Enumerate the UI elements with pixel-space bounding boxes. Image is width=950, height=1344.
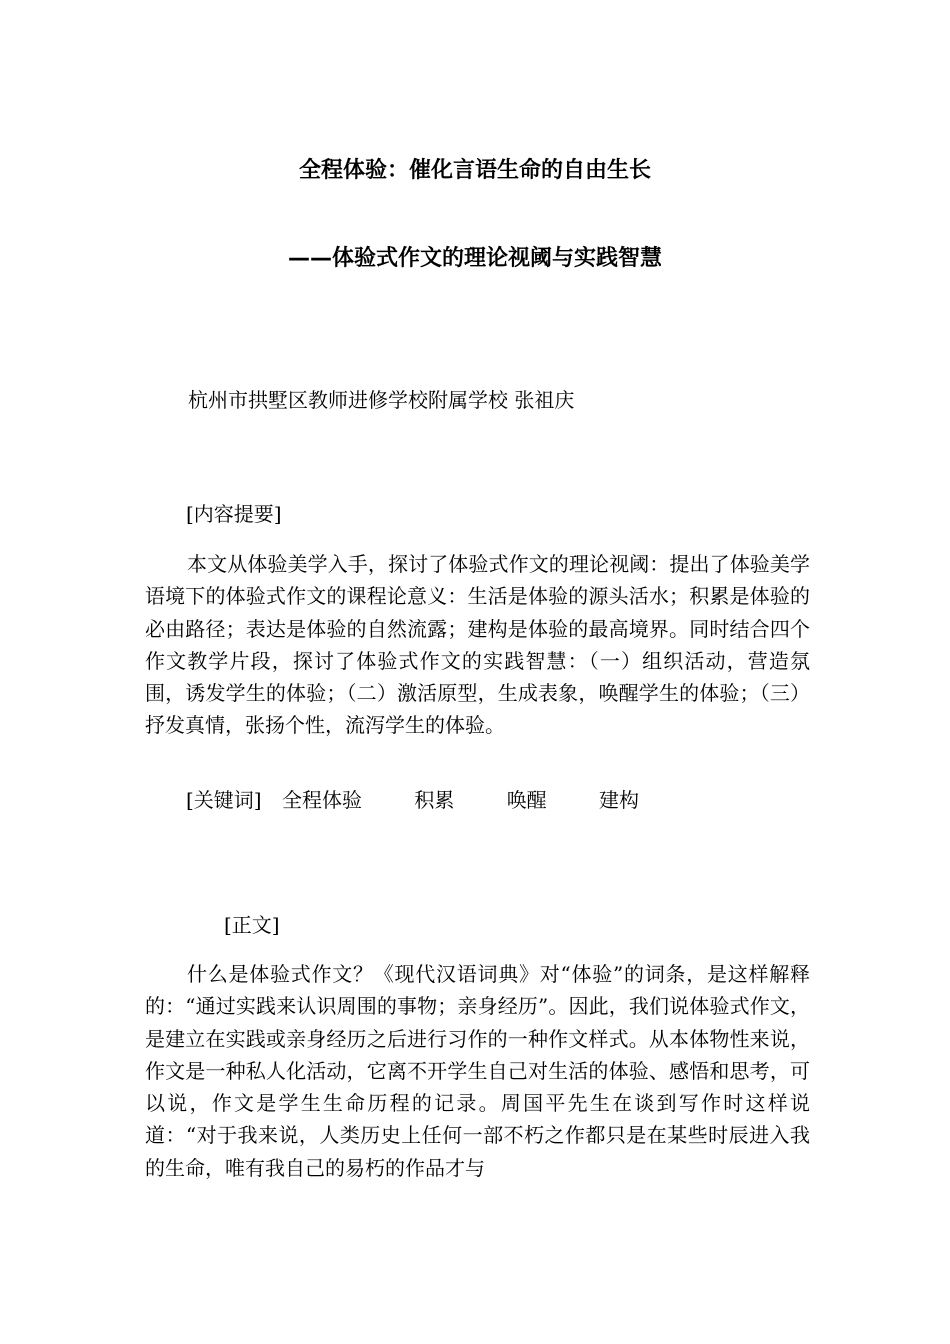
author-line: 杭州市拱墅区教师进修学校附属学校 张祖庆 [188, 388, 575, 412]
abstract-label: [内容提要] [186, 502, 282, 526]
abstract-text: 本文从体验美学入手，探讨了体验式作文的理论视阈：提出了体验美学语境下的体验式作文的课程论意义：生活是体验的源头活水；积累是体验的必由路径；表达是体验的自然流露；建构是体验的最高境界。同时结合四个作文教学片段，探讨了体验式作文的实践智慧：（一）组织活动，营造氛围，诱发学生的体验；（二）激活原型，生成表象，唤醒学生的体验；（三）抒发真情，张扬个性，流泻学生的体验。 [145, 552, 810, 738]
body-label: [正文] [224, 913, 280, 937]
body-text: 什么是体验式作文？《现代汉语词典》对“体验”的词条，是这样解释的：“通过实践来认识周围的事物；亲身经历”。因此，我们说体验式作文，是建立在实践或亲身经历之后进行习作的一种作文样式。从本体物性来说，作文是一种私人化活动，它离不开学生自己对生活的体验、感悟和思考，可以说，作文是学生生命历程的记录。周国平先生在谈到写作时这样说道：“对于我来说，人类历史上任何一部不朽之作都只是在某些时辰进入我的生命，唯有我自己的易朽的作品才与 [145, 962, 810, 1180]
keyword-item: 唤醒 [506, 788, 547, 812]
keyword-item: 全程体验 [281, 788, 362, 812]
document-subtitle: ——体验式作文的理论视阈与实践智慧 [287, 246, 662, 271]
keyword-item: 建构 [599, 788, 640, 812]
keywords-row [186, 787, 639, 813]
keyword-item: 积累 [414, 788, 455, 812]
keywords-label: [关键词] [186, 788, 262, 812]
document-title: 全程体验：催化言语生命的自由生长 [298, 158, 651, 183]
